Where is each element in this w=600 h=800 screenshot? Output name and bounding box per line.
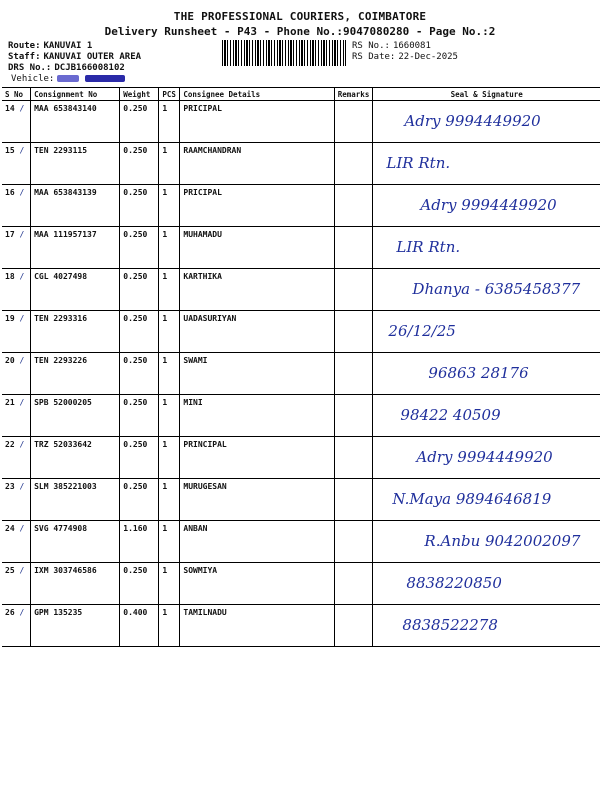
cell-consignment — [31, 143, 120, 185]
cell-consignee-text: SOWMIYA — [183, 566, 218, 575]
cell-sno-text: 24 — [5, 524, 15, 533]
cell-seal — [373, 353, 600, 395]
cell-consignee-text: KARTHIKA — [183, 272, 222, 281]
cell-weight-text: 0.250 — [123, 230, 148, 239]
cell-consignee — [180, 521, 334, 563]
tick-mark-icon: / — [14, 230, 25, 239]
col-seal: Seal & Signature — [373, 88, 600, 101]
cell-consignment — [31, 353, 120, 395]
cell-consignee-text: MURUGESAN — [183, 482, 227, 491]
cell-consignment — [31, 185, 120, 227]
cell-pcs-text: 1 — [162, 482, 168, 491]
cell-sno — [2, 395, 31, 437]
col-consignment: Consignment No — [31, 88, 120, 101]
cell-consignee — [180, 227, 334, 269]
cell-consignment-text: TEN 2293115 — [34, 146, 88, 155]
cell-pcs-text: 1 — [162, 188, 168, 197]
handwritten-signature: N.Maya 9894646819 — [392, 490, 552, 508]
cell-remarks — [334, 563, 373, 605]
route-label: Route: — [8, 41, 41, 51]
staff-label: Staff: — [8, 52, 41, 62]
cell-consignment — [31, 311, 120, 353]
cell-weight-text: 0.250 — [123, 566, 148, 575]
col-remarks: Remarks — [334, 88, 373, 101]
cell-pcs-text: 1 — [162, 608, 168, 617]
redaction-mark — [57, 75, 79, 82]
cell-pcs-text: 1 — [162, 272, 168, 281]
cell-sno-text: 14 — [5, 104, 15, 113]
cell-sno-text: 17 — [5, 230, 15, 239]
rs-date-label: RS Date: — [352, 52, 396, 62]
handwritten-signature: 8838522278 — [402, 616, 498, 634]
cell-consignment-text: SVG 4774908 — [34, 524, 88, 533]
table-row — [2, 143, 600, 185]
cell-sno-text: 20 — [5, 356, 15, 365]
rs-no-label: RS No.: — [352, 41, 390, 51]
runsheet-table — [2, 87, 600, 647]
cell-sno — [2, 563, 31, 605]
cell-pcs — [159, 269, 180, 311]
cell-remarks — [334, 353, 373, 395]
cell-sno — [2, 521, 31, 563]
redaction-mark — [85, 75, 125, 82]
cell-seal — [373, 605, 600, 647]
cell-weight-text: 0.250 — [123, 104, 148, 113]
route-value: KANUVAI 1 — [43, 41, 93, 51]
col-weight: Weight — [120, 88, 159, 101]
cell-weight — [120, 143, 159, 185]
cell-sno-text: 19 — [5, 314, 15, 323]
cell-seal — [373, 227, 600, 269]
table-row — [2, 605, 600, 647]
cell-remarks — [334, 227, 373, 269]
cell-weight — [120, 353, 159, 395]
cell-consignment-text: MAA 111957137 — [34, 230, 97, 239]
cell-sno-text: 21 — [5, 398, 15, 407]
cell-consignee — [180, 143, 334, 185]
cell-seal — [373, 563, 600, 605]
cell-consignment — [31, 479, 120, 521]
cell-pcs-text: 1 — [162, 230, 168, 239]
cell-remarks — [334, 479, 373, 521]
cell-remarks — [334, 143, 373, 185]
cell-remarks — [334, 521, 373, 563]
cell-consignment-text: MAA 653843139 — [34, 188, 97, 197]
table-row — [2, 437, 600, 479]
cell-consignee — [180, 605, 334, 647]
table-row — [2, 101, 600, 143]
cell-consignment-text: GPM 135235 — [34, 608, 83, 617]
tick-mark-icon: / — [14, 104, 25, 113]
cell-sno-text: 16 — [5, 188, 15, 197]
drs-value: DCJB166008102 — [54, 63, 125, 73]
company-title: THE PROFESSIONAL COURIERS, COIMBATORE — [173, 10, 427, 23]
cell-weight — [120, 185, 159, 227]
table-row — [2, 353, 600, 395]
cell-pcs-text: 1 — [162, 314, 168, 323]
cell-consignment-text: SPB 52000205 — [34, 398, 92, 407]
cell-consignee-text: SWAMI — [183, 356, 208, 365]
cell-consignment — [31, 395, 120, 437]
table-row — [2, 227, 600, 269]
handwritten-signature: Adry 9994449920 — [420, 196, 557, 214]
cell-weight — [120, 605, 159, 647]
cell-consignee — [180, 269, 334, 311]
staff-value: KANUVAI OUTER AREA — [43, 52, 142, 62]
cell-sno — [2, 437, 31, 479]
cell-weight-text: 1.160 — [123, 524, 148, 533]
rs-no-value: 1660081 — [392, 41, 431, 51]
cell-pcs — [159, 311, 180, 353]
cell-pcs — [159, 227, 180, 269]
cell-pcs — [159, 521, 180, 563]
cell-pcs — [159, 479, 180, 521]
table-row — [2, 311, 600, 353]
col-consignee: Consignee Details — [180, 88, 334, 101]
cell-consignee — [180, 479, 334, 521]
cell-consignment-text: TEN 2293226 — [34, 356, 88, 365]
cell-consignee-text: MINI — [183, 398, 203, 407]
cell-sno — [2, 479, 31, 521]
cell-sno-text: 25 — [5, 566, 15, 575]
handwritten-signature: Adry 9994449920 — [416, 448, 553, 466]
cell-sno — [2, 101, 31, 143]
cell-pcs — [159, 353, 180, 395]
table-row — [2, 185, 600, 227]
cell-consignment-text: SLM 385221003 — [34, 482, 97, 491]
cell-sno-text: 15 — [5, 146, 15, 155]
cell-consignee-text: UADASURIYAN — [183, 314, 237, 323]
cell-weight-text: 0.250 — [123, 146, 148, 155]
rs-date-line — [352, 52, 458, 62]
cell-remarks — [334, 269, 373, 311]
cell-sno-text: 22 — [5, 440, 15, 449]
cell-pcs — [159, 437, 180, 479]
cell-consignee — [180, 563, 334, 605]
vehicle-line — [11, 74, 125, 84]
handwritten-signature: 26/12/25 — [388, 322, 456, 340]
cell-consignment-text: TEN 2293316 — [34, 314, 88, 323]
table-row — [2, 395, 600, 437]
cell-consignment-text: TRZ 52033642 — [34, 440, 92, 449]
cell-seal — [373, 395, 600, 437]
cell-pcs — [159, 143, 180, 185]
handwritten-signature: 98422 40509 — [400, 406, 501, 424]
table-header-row — [2, 88, 600, 101]
cell-sno — [2, 269, 31, 311]
cell-consignment — [31, 521, 120, 563]
handwritten-signature: Dhanya - 6385458377 — [412, 280, 581, 298]
cell-weight — [120, 101, 159, 143]
cell-remarks — [334, 395, 373, 437]
cell-consignee-text: TAMILNADU — [183, 608, 227, 617]
handwritten-signature: 8838220850 — [406, 574, 502, 592]
handwritten-signature: LIR Rtn. — [386, 154, 451, 172]
cell-consignee-text: PRICIPAL — [183, 104, 222, 113]
cell-sno — [2, 227, 31, 269]
cell-consignment-text: IXM 303746586 — [34, 566, 97, 575]
table-row — [2, 479, 600, 521]
cell-remarks — [334, 101, 373, 143]
cell-consignee-text: MUHAMADU — [183, 230, 222, 239]
cell-pcs-text: 1 — [162, 146, 168, 155]
cell-remarks — [334, 311, 373, 353]
cell-pcs — [159, 395, 180, 437]
tick-mark-icon: / — [14, 524, 25, 533]
cell-pcs-text: 1 — [162, 524, 168, 533]
cell-pcs — [159, 605, 180, 647]
route-line — [8, 41, 92, 51]
cell-weight-text: 0.400 — [123, 608, 148, 617]
table-row — [2, 269, 600, 311]
cell-weight — [120, 563, 159, 605]
cell-pcs-text: 1 — [162, 566, 168, 575]
staff-line — [8, 52, 141, 62]
tick-mark-icon: / — [14, 482, 25, 491]
cell-weight — [120, 437, 159, 479]
handwritten-signature: Adry 9994449920 — [404, 112, 541, 130]
tick-mark-icon: / — [14, 398, 25, 407]
cell-consignee — [180, 437, 334, 479]
handwritten-signature: R.Anbu 9042002097 — [424, 532, 581, 550]
barcode-image — [222, 40, 346, 66]
cell-consignment-text: MAA 653843140 — [34, 104, 97, 113]
cell-pcs-text: 1 — [162, 104, 168, 113]
handwritten-signature: LIR Rtn. — [396, 238, 461, 256]
cell-sno-text: 26 — [5, 608, 15, 617]
cell-remarks — [334, 185, 373, 227]
table-row — [2, 521, 600, 563]
cell-consignment — [31, 227, 120, 269]
cell-sno — [2, 143, 31, 185]
cell-consignee — [180, 185, 334, 227]
cell-remarks — [334, 437, 373, 479]
tick-mark-icon: / — [14, 608, 25, 617]
cell-weight — [120, 521, 159, 563]
rs-date-value: 22-Dec-2025 — [398, 52, 458, 62]
cell-consignee — [180, 353, 334, 395]
cell-consignment — [31, 269, 120, 311]
tick-mark-icon: / — [14, 146, 25, 155]
cell-sno — [2, 605, 31, 647]
cell-consignment — [31, 101, 120, 143]
cell-pcs — [159, 185, 180, 227]
cell-consignment — [31, 605, 120, 647]
cell-pcs — [159, 101, 180, 143]
tick-mark-icon: / — [14, 188, 25, 197]
cell-seal — [373, 437, 600, 479]
cell-seal — [373, 521, 600, 563]
cell-sno — [2, 311, 31, 353]
handwritten-signature: 96863 28176 — [428, 364, 529, 382]
table-body — [2, 101, 600, 647]
drs-line — [8, 63, 125, 73]
cell-sno-text: 18 — [5, 272, 15, 281]
cell-seal — [373, 269, 600, 311]
cell-weight — [120, 269, 159, 311]
cell-consignee — [180, 311, 334, 353]
cell-consignee — [180, 101, 334, 143]
cell-consignment — [31, 563, 120, 605]
cell-weight-text: 0.250 — [123, 188, 148, 197]
cell-weight-text: 0.250 — [123, 314, 148, 323]
cell-seal — [373, 311, 600, 353]
cell-consignee-text: PRICIPAL — [183, 188, 222, 197]
cell-consignee-text: PRINCIPAL — [183, 440, 227, 449]
cell-consignment-text: CGL 4027498 — [34, 272, 88, 281]
cell-seal — [373, 479, 600, 521]
cell-weight-text: 0.250 — [123, 272, 148, 281]
cell-pcs — [159, 563, 180, 605]
tick-mark-icon: / — [14, 314, 25, 323]
tick-mark-icon: / — [14, 440, 25, 449]
cell-consignment — [31, 437, 120, 479]
vehicle-label: Vehicle: — [11, 74, 55, 84]
cell-weight-text: 0.250 — [123, 482, 148, 491]
cell-weight-text: 0.250 — [123, 398, 148, 407]
cell-seal — [373, 101, 600, 143]
runsheet-subtitle: Delivery Runsheet - P43 - Phone No.:9047080280 - Page No.:2 — [104, 25, 496, 38]
cell-pcs-text: 1 — [162, 356, 168, 365]
cell-consignee — [180, 395, 334, 437]
cell-consignee-text: RAAMCHANDRAN — [183, 146, 242, 155]
table-row — [2, 563, 600, 605]
cell-sno — [2, 353, 31, 395]
col-sno: S No — [2, 88, 31, 101]
rs-no-line — [352, 41, 431, 51]
tick-mark-icon: / — [14, 566, 25, 575]
cell-weight — [120, 479, 159, 521]
cell-remarks — [334, 605, 373, 647]
tick-mark-icon: / — [14, 272, 25, 281]
cell-weight — [120, 311, 159, 353]
tick-mark-icon: / — [14, 356, 25, 365]
cell-seal — [373, 143, 600, 185]
cell-weight — [120, 227, 159, 269]
cell-seal — [373, 185, 600, 227]
cell-pcs-text: 1 — [162, 398, 168, 407]
drs-label: DRS No.: — [8, 63, 52, 73]
cell-pcs-text: 1 — [162, 440, 168, 449]
cell-consignee-text: ANBAN — [183, 524, 208, 533]
cell-weight — [120, 395, 159, 437]
cell-weight-text: 0.250 — [123, 440, 148, 449]
col-pcs: PCS — [159, 88, 180, 101]
cell-sno — [2, 185, 31, 227]
cell-sno-text: 23 — [5, 482, 15, 491]
cell-weight-text: 0.250 — [123, 356, 148, 365]
